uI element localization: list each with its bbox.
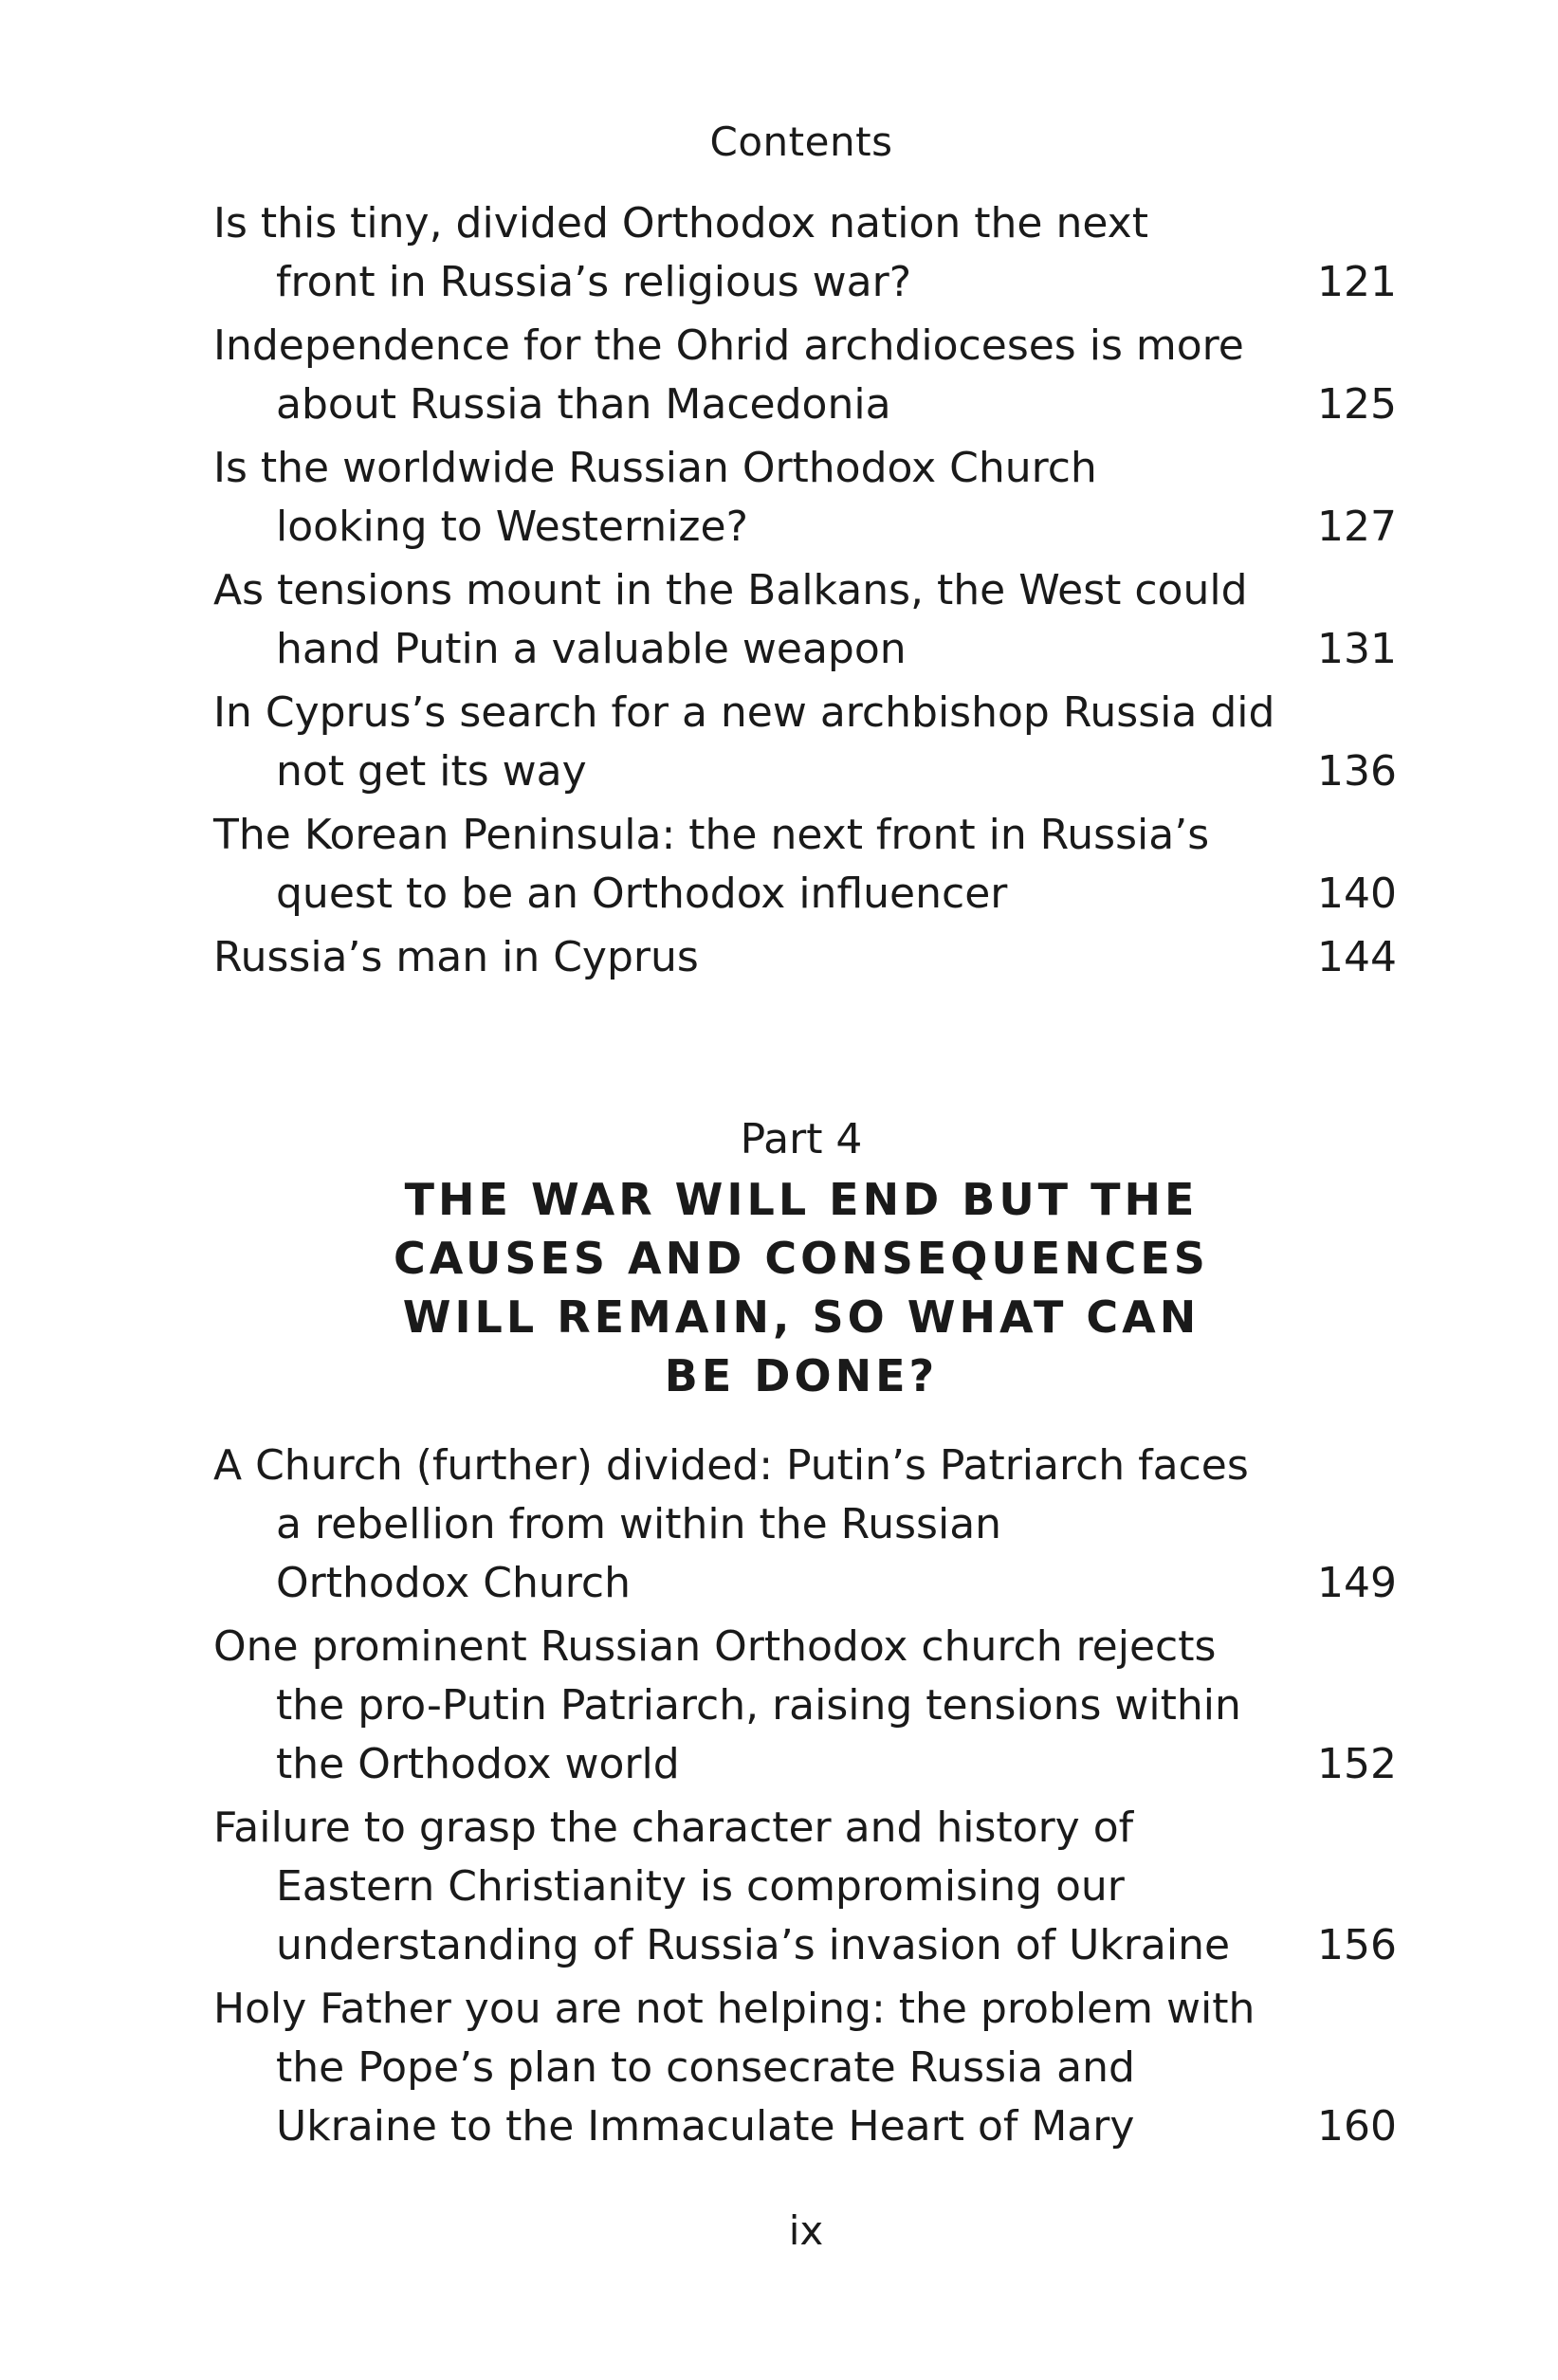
toc-entry-page-number: 127 — [1317, 503, 1397, 551]
toc-entry-page-number: 125 — [1317, 380, 1397, 429]
toc-list-part3 — [213, 194, 1397, 992]
toc-entry-title-line: Holy Father you are not helping: the problem with — [213, 1985, 1256, 2033]
toc-entry[interactable] — [213, 1799, 1397, 1975]
toc-list-part4 — [213, 1437, 1397, 2161]
toc-entry[interactable] — [213, 561, 1397, 679]
toc-entry-page-number: 160 — [1317, 2102, 1397, 2151]
toc-entry[interactable] — [213, 806, 1397, 924]
toc-entry-title-line: Is this tiny, divided Orthodox nation the next — [213, 199, 1148, 247]
toc-entry-title-line: One prominent Russian Orthodox church rejects — [213, 1622, 1217, 1671]
toc-entry-title-line: about Russia than Macedonia — [276, 380, 891, 429]
toc-entry-page-number: 140 — [1317, 870, 1397, 918]
toc-entry[interactable] — [213, 1618, 1397, 1794]
toc-entry-title-line: the Pope’s plan to consecrate Russia and — [276, 2043, 1135, 2092]
toc-entry[interactable] — [213, 439, 1397, 557]
part-title-line: WILL REMAIN, SO WHAT CAN — [402, 1291, 1201, 1343]
toc-entry-page-number: 121 — [1317, 258, 1397, 306]
toc-entry-page-number: 149 — [1317, 1559, 1397, 1607]
toc-entry-title-line: Ukraine to the Immaculate Heart of Mary — [276, 2102, 1135, 2151]
toc-entry[interactable] — [213, 317, 1397, 434]
toc-entry-title-line: the Orthodox world — [276, 1740, 680, 1788]
part-title-line: THE WAR WILL END BUT THE — [404, 1174, 1199, 1225]
toc-entry-title-line: the pro-Putin Patriarch, raising tensions within — [276, 1681, 1241, 1730]
toc-entry-page-number: 156 — [1317, 1921, 1397, 1969]
toc-entry-title-line: hand Putin a valuable weapon — [276, 625, 907, 673]
toc-entry-page-number: 136 — [1317, 747, 1397, 796]
page-number-folio: ix — [788, 2207, 824, 2254]
toc-entry[interactable] — [213, 194, 1397, 312]
toc-entry-title-line: Independence for the Ohrid archdioceses is more — [213, 321, 1244, 370]
toc-entry[interactable] — [213, 1437, 1397, 1613]
toc-entry-title-line: Is the worldwide Russian Orthodox Church — [213, 444, 1097, 492]
toc-entry-title-line: quest to be an Orthodox influencer — [276, 870, 1008, 918]
toc-entry-title-line: front in Russia’s religious war? — [276, 258, 912, 306]
toc-entry[interactable] — [213, 684, 1397, 801]
toc-entry-title-line: Orthodox Church — [276, 1559, 631, 1607]
part-title-line: BE DONE? — [664, 1350, 939, 1401]
part-label: Part 4 — [740, 1115, 863, 1163]
toc-entry-page-number: 152 — [1317, 1740, 1397, 1788]
toc-entry-title-line: In Cyprus’s search for a new archbishop Russia did — [213, 688, 1275, 737]
part-heading — [0, 1111, 1558, 1405]
toc-entry-title-line: Eastern Christianity is compromising our — [276, 1862, 1125, 1911]
running-head: Contents — [709, 119, 893, 165]
toc-entry-title-line: A Church (further) divided: Putin’s Patriarch faces — [213, 1441, 1249, 1490]
toc-entry[interactable] — [213, 1980, 1397, 2156]
toc-entry-title-line: understanding of Russia’s invasion of Ukraine — [276, 1921, 1231, 1969]
part-title — [0, 1170, 1558, 1405]
toc-entry-title-line: a rebellion from within the Russian — [276, 1500, 1002, 1548]
toc-entry-title-line: not get its way — [276, 747, 587, 796]
toc-entry-title-line: The Korean Peninsula: the next front in Russia’s — [213, 811, 1210, 859]
part-title-line: CAUSES AND CONSEQUENCES — [394, 1233, 1209, 1284]
toc-entry-page-number: 131 — [1317, 625, 1397, 673]
toc-entry-title-line: Russia’s man in Cyprus — [213, 933, 699, 981]
toc-entry-page-number: 144 — [1317, 933, 1397, 981]
toc-entry[interactable] — [213, 928, 1397, 987]
toc-entry-title-line: As tensions mount in the Balkans, the West could — [213, 566, 1248, 614]
toc-entry-title-line: looking to Westernize? — [276, 503, 748, 551]
toc-entry-title-line: Failure to grasp the character and history of — [213, 1803, 1134, 1852]
